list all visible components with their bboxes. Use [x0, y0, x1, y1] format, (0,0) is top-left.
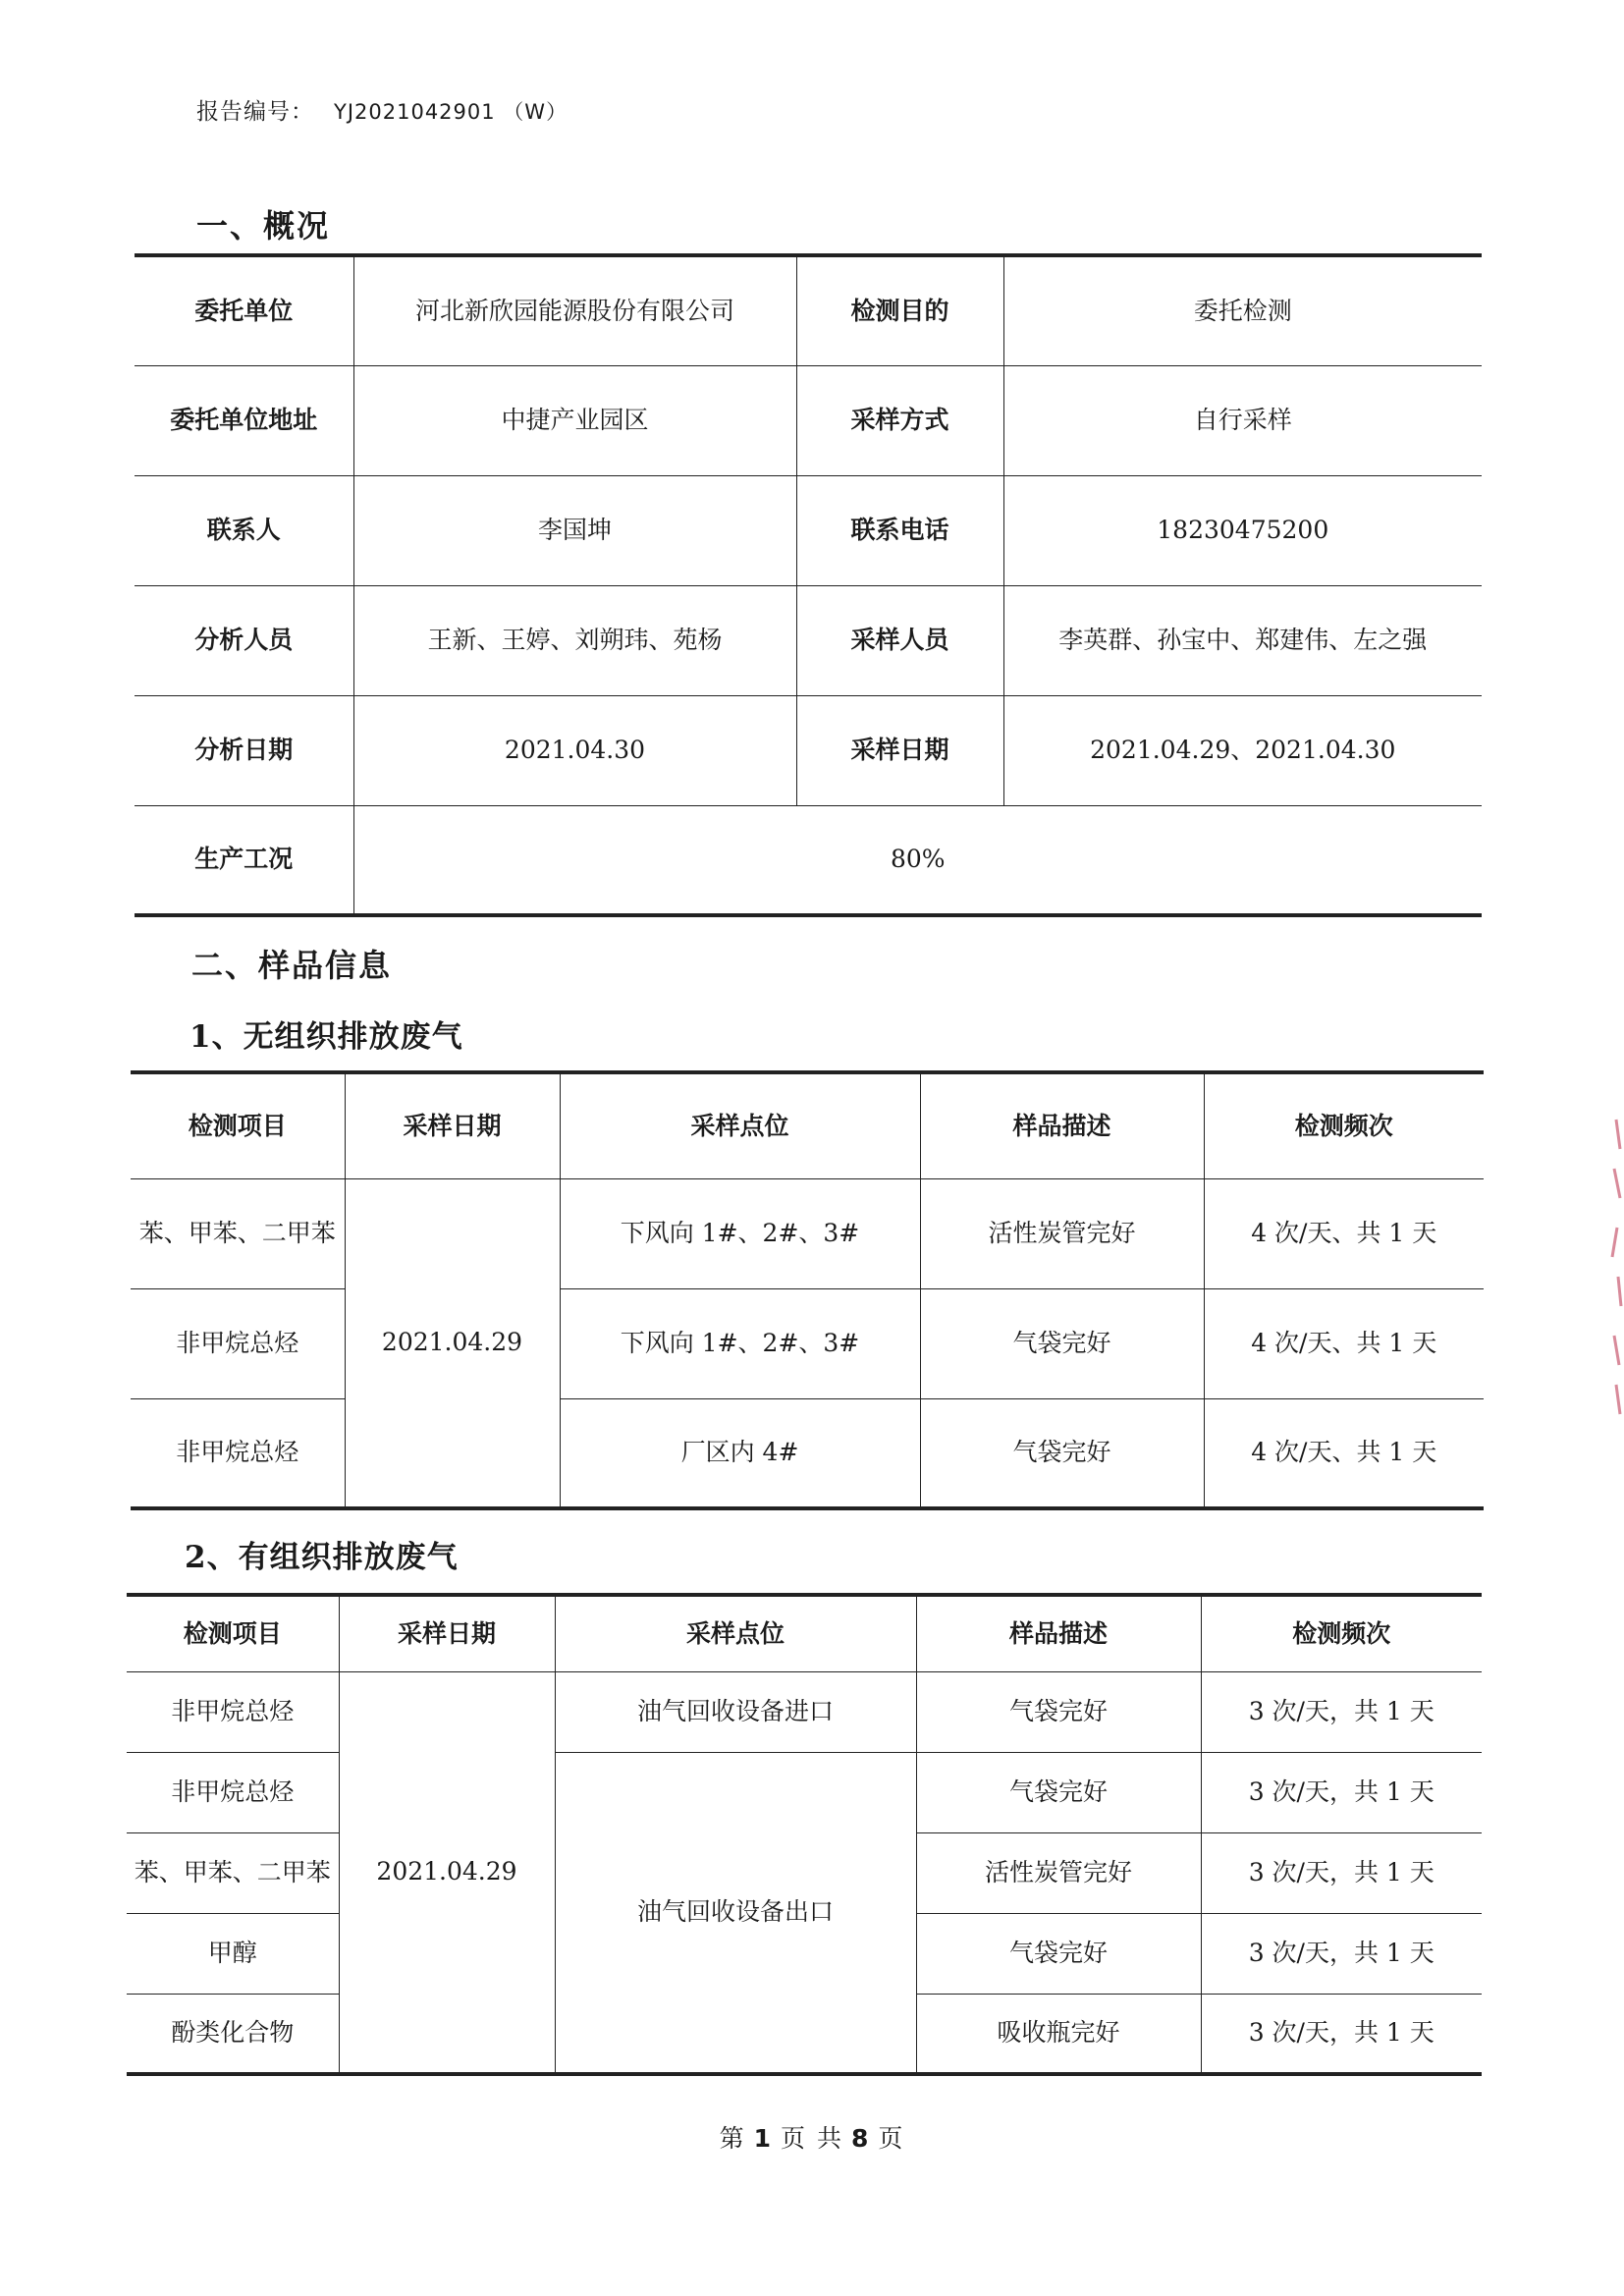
- cell-point: 油气回收设备出口: [555, 1752, 916, 2074]
- table-row: [131, 1178, 1484, 1288]
- col-header: 采样点位: [555, 1595, 916, 1671]
- cell-freq: 3 次/天，共 1 天: [1201, 1752, 1482, 1832]
- table-row: [135, 805, 1482, 915]
- cell-desc: 活性炭管完好: [920, 1178, 1204, 1288]
- report-number: [196, 93, 568, 126]
- cell-item: 非甲烷总烃: [131, 1398, 345, 1508]
- cell-point: 下风向 1#、2#、3#: [560, 1288, 920, 1398]
- organized-emission-table: [127, 1593, 1482, 2076]
- cell-value: 自行采样: [1003, 365, 1482, 475]
- cell-freq: 3 次/天，共 1 天: [1201, 1994, 1482, 2074]
- cell-freq: 3 次/天，共 1 天: [1201, 1671, 1482, 1752]
- cell-label: 生产工况: [135, 805, 353, 915]
- cell-date: 2021.04.29: [345, 1178, 560, 1508]
- section-overview-title: 一、概况: [196, 207, 331, 245]
- col-header: 采样日期: [345, 1072, 560, 1178]
- footer-total-pages: 8: [850, 2124, 871, 2153]
- footer-middle: 页 共: [781, 2124, 843, 2153]
- table-row: [127, 1752, 1482, 1832]
- footer-suffix: 页: [878, 2124, 905, 2153]
- cell-label: 联系人: [135, 475, 353, 585]
- cell-value: 李英群、孙宝中、郑建伟、左之强: [1003, 585, 1482, 695]
- col-header: 采样点位: [560, 1072, 920, 1178]
- cell-label: 委托单位: [135, 255, 353, 365]
- cell-item: 酚类化合物: [127, 1994, 339, 2074]
- col-header: 样品描述: [920, 1072, 1204, 1178]
- cell-item: 非甲烷总烃: [127, 1752, 339, 1832]
- col-header: 检测频次: [1201, 1595, 1482, 1671]
- table-header-row: [131, 1072, 1484, 1178]
- cell-label: 分析人员: [135, 585, 353, 695]
- cell-value: 2021.04.29、2021.04.30: [1003, 695, 1482, 805]
- subsection-organized-title: 2、有组织排放废气: [185, 1540, 459, 1575]
- seal-edge-mark: [1608, 1110, 1624, 1424]
- cell-desc: 气袋完好: [920, 1398, 1204, 1508]
- cell-desc: 活性炭管完好: [916, 1832, 1201, 1913]
- table-header-row: [127, 1595, 1482, 1671]
- table-row: [135, 255, 1482, 365]
- col-header: 检测项目: [127, 1595, 339, 1671]
- col-header: 检测项目: [131, 1072, 345, 1178]
- footer-page-number: 1: [753, 2124, 774, 2153]
- table-row: [135, 475, 1482, 585]
- col-header: 检测频次: [1204, 1072, 1484, 1178]
- cell-freq: 3 次/天，共 1 天: [1201, 1832, 1482, 1913]
- overview-table: [135, 253, 1482, 917]
- table-row: [131, 1398, 1484, 1508]
- report-number-label: 报告编号：: [196, 99, 314, 125]
- cell-value: 80%: [353, 805, 1482, 915]
- cell-value: 18230475200: [1003, 475, 1482, 585]
- cell-item: 苯、甲苯、二甲苯: [131, 1178, 345, 1288]
- table-row: [131, 1288, 1484, 1398]
- cell-value: 李国坤: [353, 475, 796, 585]
- col-header: 样品描述: [916, 1595, 1201, 1671]
- section-sample-title: 二、样品信息: [191, 947, 393, 984]
- subsection-fugitive-title: 1、无组织排放废气: [189, 1019, 463, 1055]
- report-number-code: YJ2021042901 （W）: [334, 100, 568, 124]
- table-row: [127, 1671, 1482, 1752]
- page-footer: [0, 2119, 1624, 2155]
- cell-desc: 气袋完好: [920, 1288, 1204, 1398]
- table-row: [135, 365, 1482, 475]
- cell-item: 非甲烷总烃: [127, 1671, 339, 1752]
- cell-freq: 4 次/天、共 1 天: [1204, 1178, 1484, 1288]
- cell-desc: 吸收瓶完好: [916, 1994, 1201, 2074]
- cell-label: 采样方式: [796, 365, 1003, 475]
- cell-value: 河北新欣园能源股份有限公司: [353, 255, 796, 365]
- cell-freq: 3 次/天，共 1 天: [1201, 1913, 1482, 1994]
- cell-label: 采样人员: [796, 585, 1003, 695]
- cell-freq: 4 次/天、共 1 天: [1204, 1288, 1484, 1398]
- table-row: [135, 585, 1482, 695]
- table-row: [135, 695, 1482, 805]
- cell-point: 下风向 1#、2#、3#: [560, 1178, 920, 1288]
- cell-label: 采样日期: [796, 695, 1003, 805]
- cell-item: 苯、甲苯、二甲苯: [127, 1832, 339, 1913]
- cell-value: 王新、王婷、刘朔玮、苑杨: [353, 585, 796, 695]
- cell-label: 委托单位地址: [135, 365, 353, 475]
- cell-item: 非甲烷总烃: [131, 1288, 345, 1398]
- footer-prefix: 第: [719, 2124, 746, 2153]
- cell-desc: 气袋完好: [916, 1752, 1201, 1832]
- cell-value: 2021.04.30: [353, 695, 796, 805]
- cell-freq: 4 次/天、共 1 天: [1204, 1398, 1484, 1508]
- cell-desc: 气袋完好: [916, 1913, 1201, 1994]
- fugitive-emission-table: [131, 1070, 1484, 1510]
- cell-value: 中捷产业园区: [353, 365, 796, 475]
- col-header: 采样日期: [339, 1595, 555, 1671]
- cell-label: 联系电话: [796, 475, 1003, 585]
- cell-point: 油气回收设备进口: [555, 1671, 916, 1752]
- cell-date: 2021.04.29: [339, 1671, 555, 2074]
- cell-point: 厂区内 4#: [560, 1398, 920, 1508]
- cell-label: 分析日期: [135, 695, 353, 805]
- cell-label: 检测目的: [796, 255, 1003, 365]
- cell-item: 甲醇: [127, 1913, 339, 1994]
- cell-desc: 气袋完好: [916, 1671, 1201, 1752]
- cell-value: 委托检测: [1003, 255, 1482, 365]
